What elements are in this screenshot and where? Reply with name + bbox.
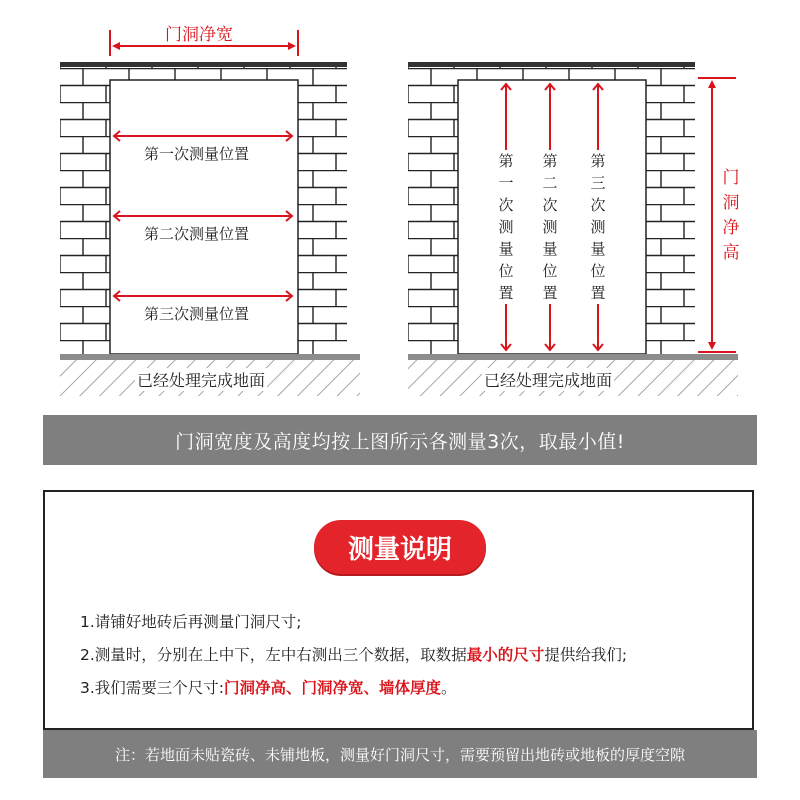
- left-diagram: [0, 0, 400, 400]
- note-line-2-pre: 2.测量时，分别在上中下，左中右测出三个数据，取数据: [80, 646, 467, 664]
- note-line-3-highlight: 门洞净高、门洞净宽、墙体厚度: [224, 679, 442, 697]
- measure-label-1: 第一次测量位置: [144, 145, 250, 163]
- floor-label-left: 已经处理完成地面: [135, 368, 267, 391]
- lintel: [60, 62, 347, 67]
- notes-title: 测量说明: [314, 520, 486, 574]
- right-diagram: [400, 0, 800, 400]
- footer-note: 注：若地面未贴瓷砖、未铺地板，测量好门洞尺寸，需要预留出地砖或地板的厚度空隙: [43, 730, 757, 778]
- lintel: [408, 62, 695, 67]
- floor-line: [408, 354, 738, 360]
- vertical-measure-label-2: 第二次测量位置: [542, 152, 558, 302]
- note-line-2-post: 提供给我们;: [544, 646, 628, 664]
- vertical-measure-label-1: 第一次测量位置: [498, 152, 514, 302]
- measure-label-2: 第二次测量位置: [144, 225, 250, 243]
- door-height-label: 门洞净高: [721, 166, 741, 266]
- instruction-banner: 门洞宽度及高度均按上图所示各测量3次，取最小值!: [43, 415, 757, 465]
- floor-label-right: 已经处理完成地面: [482, 368, 614, 391]
- note-line-3-post: 。: [441, 679, 457, 697]
- note-line-3-pre: 3.我们需要三个尺寸:: [80, 679, 225, 697]
- door-width-label: 门洞净宽: [163, 20, 235, 45]
- vertical-measure-label-3: 第三次测量位置: [590, 152, 606, 302]
- floor-line: [60, 354, 360, 360]
- note-line-3: [80, 676, 457, 698]
- measure-label-3: 第三次测量位置: [144, 305, 250, 323]
- left-wall-drawing: [0, 0, 400, 400]
- note-line-2: [80, 643, 627, 665]
- note-line-1: [80, 610, 302, 632]
- note-line-2-highlight: 最小的尺寸: [466, 646, 545, 664]
- note-line-1-text: 1.请铺好地砖后再测量门洞尺寸;: [80, 613, 302, 631]
